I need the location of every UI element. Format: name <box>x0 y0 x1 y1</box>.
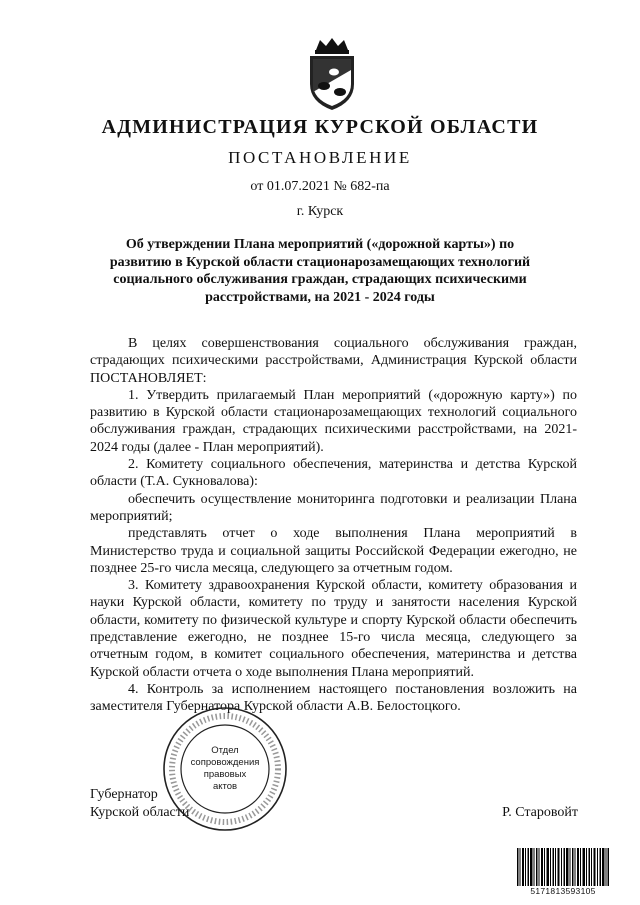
signature-position-line2: Курской области <box>90 805 190 820</box>
barcode-number: 5171813593105 <box>530 886 596 896</box>
body-paragraph-item-2-report: представлять отчет о ходе выполнения Плана мероприятий в Министерство труда и социальной защиты Российской Федерации ежегодно, не позднее 25-го числа месяца, следующего за отчетным годом. <box>90 526 577 576</box>
stamp-line-1: Отдел <box>211 745 239 756</box>
stamp-line-2: сопровождения <box>190 757 260 768</box>
stamp-text <box>188 745 262 793</box>
document-type: ПОСТАНОВЛЕНИЕ <box>228 148 412 167</box>
document-body <box>90 335 577 716</box>
body-paragraph-item-2: 2. Комитету социального обеспечения, материнства и детства Курской области (Т.А. Сукновалова): <box>90 457 577 490</box>
body-paragraph-item-2-monitoring: обеспечить осуществление мониторинга подготовки и реализации Плана мероприятий; <box>90 491 577 524</box>
body-paragraph-preamble: В целях совершенствования социального обслуживания граждан, страдающих психическими расстройствами, Администрация Курской области ПОСТАНОВЛЯЕТ: <box>90 336 577 386</box>
document-barcode <box>517 848 609 890</box>
document-date-number: от 01.07.2021 № 682-па <box>250 179 390 194</box>
organization-title: АДМИНИСТРАЦИЯ КУРСКОЙ ОБЛАСТИ <box>101 116 539 138</box>
stamp-line-3: правовых <box>203 769 247 780</box>
body-paragraph-item-3: 3. Комитету здравоохранения Курской области, комитету образования и науки Курской области, комитету по труду и занятости населения Курской области, комитету по физической культуре и спорту Курской области обеспечить представление ежегодно, не позднее 15-го числа месяца, следующего за отчетным годом, в комитет социального обеспечения, материнства и детства Курской области отчета о ходе выполнения Плана мероприятий. <box>90 578 577 680</box>
body-paragraph-item-1: 1. Утвердить прилагаемый План мероприятий («дорожную карту») по развитию в Курской области стационарозамещающих технологий социального обслуживания граждан, страдающих психическими расстройствами, на 2021- 2024 годы (далее - План мероприятий). <box>90 387 577 455</box>
document-heading: Об утверждении Плана мероприятий («дорожной карты») по развитию в Курской области стационарозамещающих технологий социального обслуживания граждан, страдающих психическими расстройствами, на 2021 - 2024 годы <box>109 237 531 305</box>
document-city: г. Курск <box>296 204 344 219</box>
body-paragraph-item-4: 4. Контроль за исполнением настоящего постановления возложить на заместителя Губернатора Курской области А.В. Белостоцкого. <box>90 681 577 715</box>
coat-of-arms-icon <box>300 36 364 112</box>
stamp-line-4: актов <box>212 781 238 792</box>
signature-name: Р. Старовойт <box>502 805 578 820</box>
signature-position-line1: Губернатор <box>90 787 158 802</box>
